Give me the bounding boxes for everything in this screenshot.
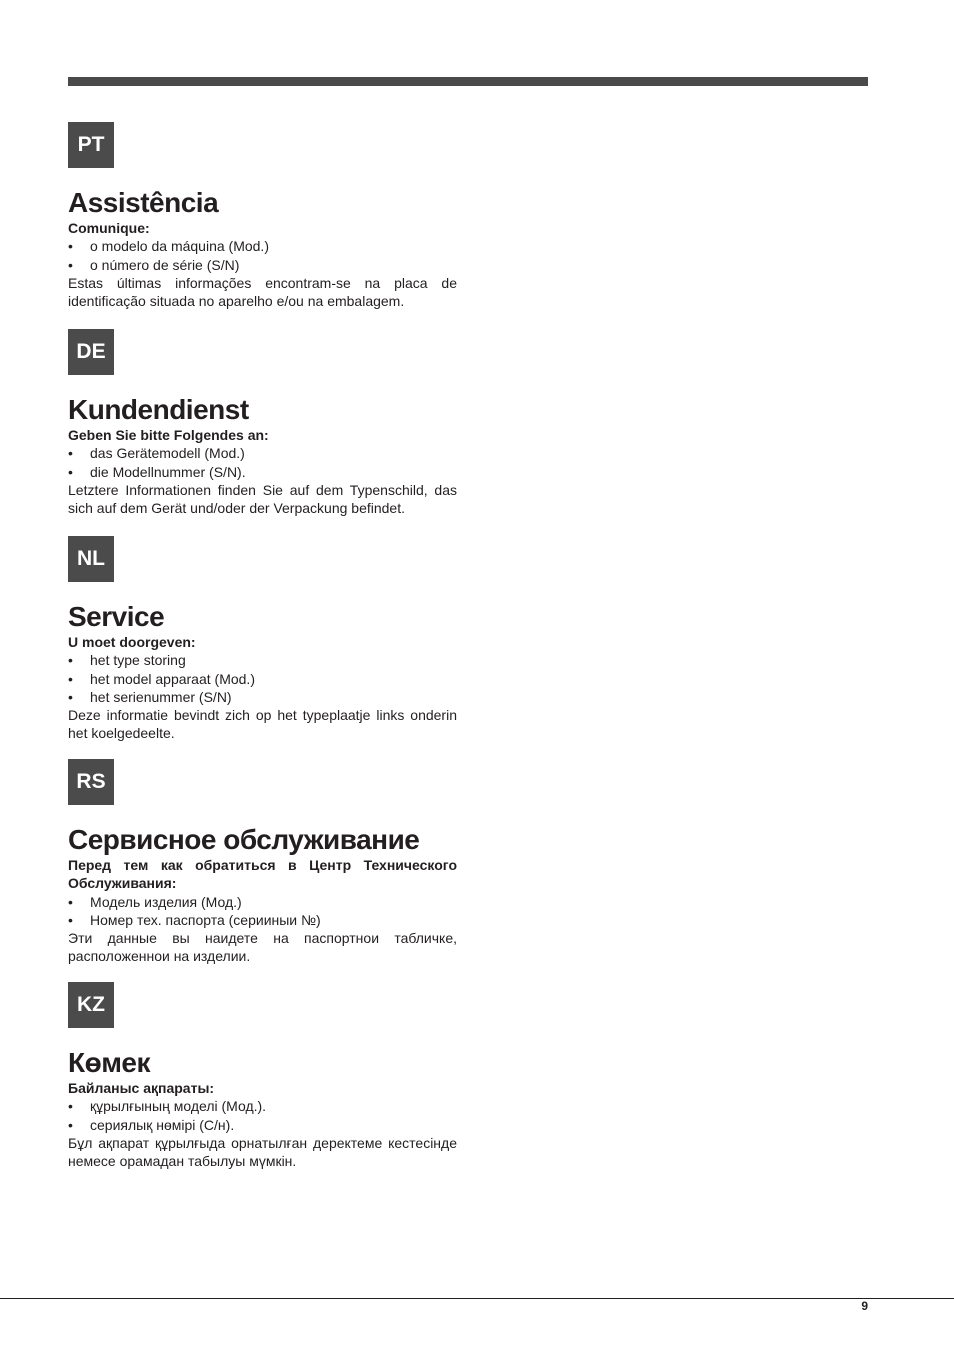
section-heading: Kundendienst xyxy=(68,394,249,425)
section-note: Эти данные вы наидете на паспортнои табличке, расположеннои на изделии. xyxy=(68,930,457,965)
language-badge-de: DE xyxy=(68,329,114,375)
page-number: 9 xyxy=(861,1299,868,1313)
list-item: • das Gerätemodell (Mod.) xyxy=(68,444,457,462)
list-item: • Номер тех. паспорта (серииныи №) xyxy=(68,911,457,929)
info-list xyxy=(68,893,457,930)
section-nl xyxy=(68,536,457,743)
language-badge-nl: NL xyxy=(68,536,114,582)
section-note: Deze informatie bevindt zich op het typeplaatje links onderin het koelgedeelte. xyxy=(68,707,457,742)
section-note: Estas últimas informações encontram-se na placa de identificação situada no aparelho e/ou na embalagem. xyxy=(68,274,457,310)
language-badge-rs: RS xyxy=(68,759,114,805)
info-list xyxy=(68,1097,457,1134)
section-intro: Перед тем как обратиться в Центр Технического Обслуживания: xyxy=(68,857,457,892)
section-heading: Service xyxy=(68,601,165,632)
section-intro: Comunique: xyxy=(68,220,150,236)
list-item: • het type storing xyxy=(68,651,457,669)
language-badge-kz: KZ xyxy=(68,982,114,1028)
list-item: • құрылғының моделі (Мод.). xyxy=(68,1097,457,1115)
list-item: • Модель изделия (Мод.) xyxy=(68,893,457,911)
section-intro: Байланыс ақпараты: xyxy=(68,1080,215,1096)
list-item: • het serienummer (S/N) xyxy=(68,688,457,706)
info-list xyxy=(68,444,457,481)
section-note: Letztere Informationen finden Sie auf dem Typenschild, das sich auf dem Gerät und/oder der Verpackung befindet. xyxy=(68,481,457,517)
top-rule xyxy=(68,77,868,86)
section-intro: Geben Sie bitte Folgendes an: xyxy=(68,427,269,443)
info-list xyxy=(68,237,457,274)
section-rs xyxy=(68,759,457,966)
list-item: • o número de série (S/N) xyxy=(68,256,457,274)
list-item: • het model apparaat (Mod.) xyxy=(68,670,457,688)
language-badge-pt: PT xyxy=(68,122,114,168)
list-item: • o modelo da máquina (Mod.) xyxy=(68,237,457,255)
list-item: • die Modellnummer (S/N). xyxy=(68,463,457,481)
section-heading: Көмек xyxy=(68,1047,150,1078)
section-kz xyxy=(68,982,457,1170)
section-de xyxy=(68,329,457,517)
section-heading: Assistência xyxy=(68,187,219,218)
info-list xyxy=(68,651,457,706)
footer-rule xyxy=(0,1298,954,1299)
section-intro: U moet doorgeven: xyxy=(68,634,196,650)
section-heading: Сервисное обслуживание xyxy=(68,824,420,855)
section-note: Бұл ақпарат құрылғыда орнатылған деректеме кестесінде немесе орамадан табылуы мүмкін. xyxy=(68,1134,457,1170)
list-item: • сериялық нөмірі (С/н). xyxy=(68,1116,457,1134)
section-pt xyxy=(68,122,457,310)
